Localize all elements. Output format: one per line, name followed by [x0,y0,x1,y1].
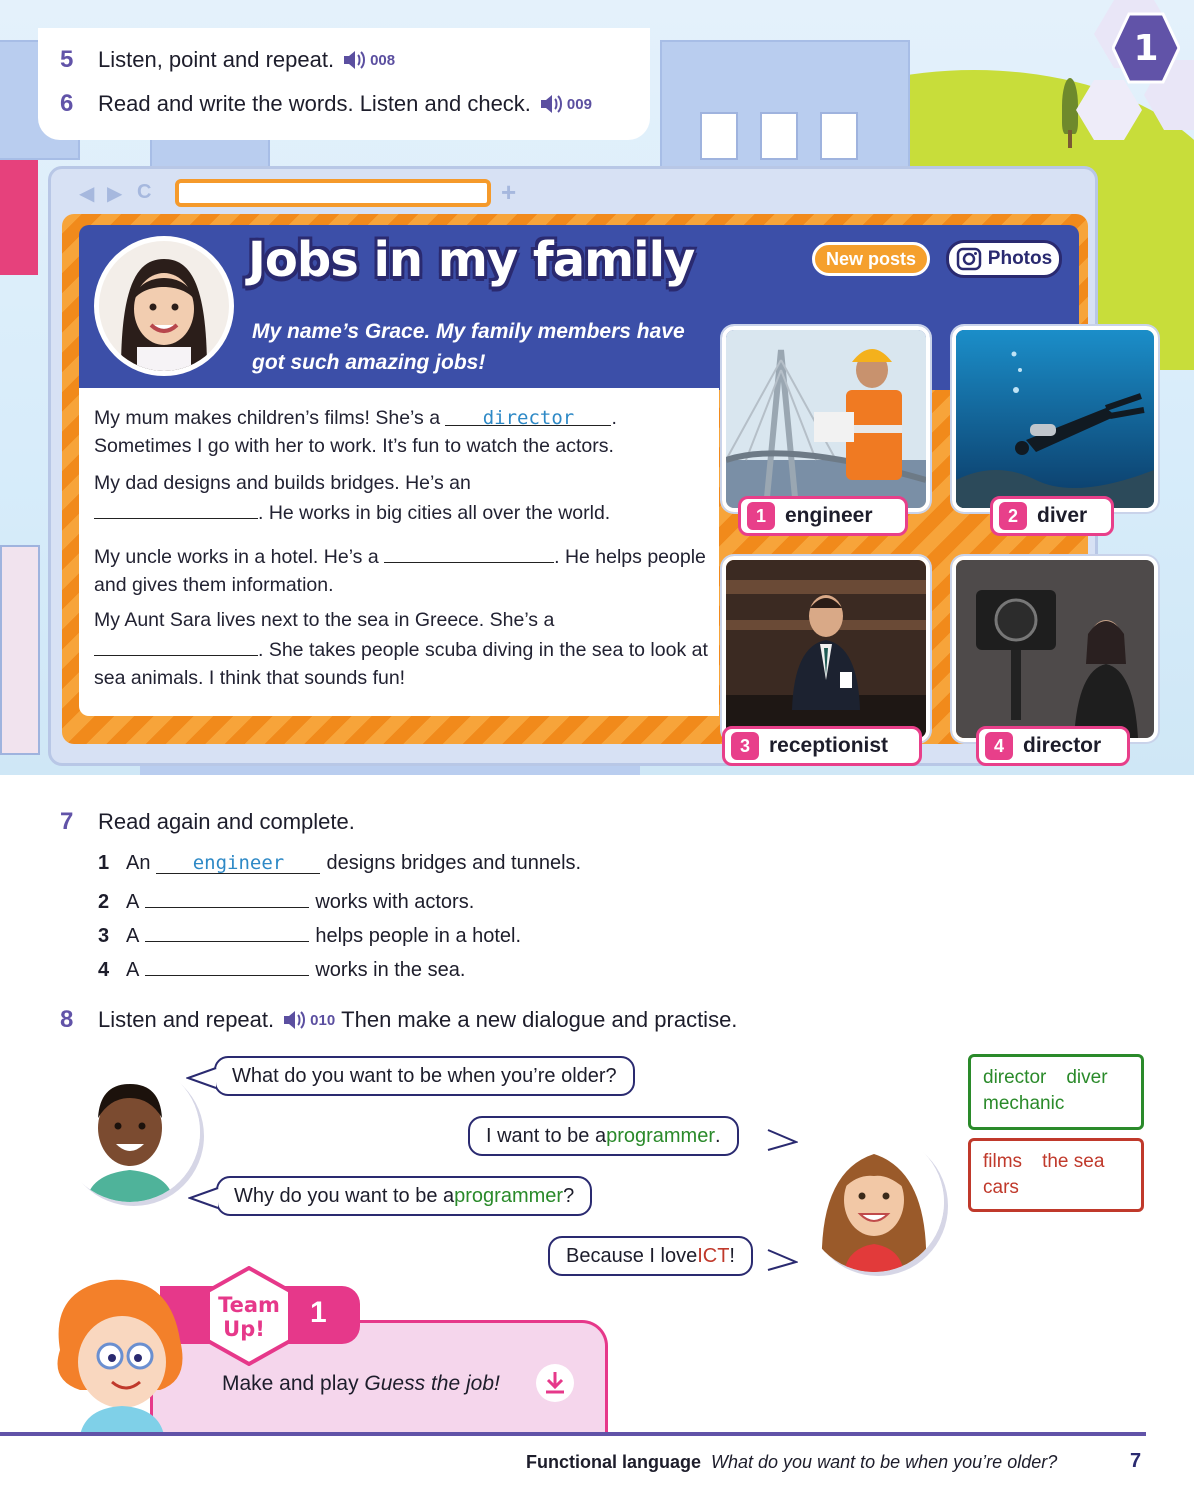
speaker-icon [539,93,565,115]
scuba-diver-image [956,330,1154,508]
photo-number: 1 [747,502,775,530]
answer-blank[interactable] [384,541,554,563]
exercise-number: 6 [60,90,74,117]
unit-badge-icon [1112,12,1180,84]
exercise-7-item-2 [98,886,474,914]
page-number: 7 [1130,1450,1142,1472]
instruction-text: Listen, point and repeat. [98,47,335,72]
bubble-tail-icon [766,1248,798,1272]
bubble-text: ! [729,1244,735,1267]
paragraph-text: My uncle works in a hotel. He’s a [94,546,385,568]
paragraph-text: . She takes people scuba diving in the sea to look at sea animals. I think that sounds fun! [94,639,708,689]
exercise-7-item-3 [98,920,521,948]
word-option: cars [983,1177,1019,1198]
bubble-text: ? [563,1184,575,1207]
bubble-tail-icon [186,1066,218,1090]
exercise-instruction: Then make a new dialogue and practise. [341,1007,738,1032]
exercise-7-item-1 [98,852,581,875]
photo-number: 2 [999,502,1027,530]
highlighted-word: programmer [606,1124,715,1147]
engineer-bridge-image [726,330,926,508]
reasons-word-box [968,1138,1144,1212]
item-number: 2 [98,891,110,913]
unit-number: 1 [1133,28,1159,69]
item-text: works with actors. [315,891,475,913]
blog-paragraph-2 [94,469,714,527]
item-number: 3 [98,925,110,947]
instructions-panel [38,28,650,140]
item-text: helps people in a hotel. [315,925,522,947]
photo-label-receptionist [722,726,922,766]
item-text: works in the sea. [315,959,466,981]
download-icon [543,1370,567,1396]
photos-label: Photos [987,248,1053,269]
highlighted-word: programmer [454,1184,564,1207]
footer-phrase: What do you want to be when you’re older? [711,1452,1058,1472]
svg-text:Up!: Up! [223,1317,265,1341]
word-option: mechanic [983,1093,1065,1114]
audio-number: 008 [370,51,396,69]
window [700,112,738,160]
footer-rule [0,1432,1146,1436]
engineer-photo [722,326,930,512]
camera-icon [956,247,982,271]
paragraph-text: . He works in big cities all over the world. [258,502,611,524]
bubble-text: Why do you want to be a [234,1184,455,1207]
paragraph-text: My Aunt Sara lives next to the sea in Greece. She’s a [94,609,555,631]
paragraph-text: My dad designs and builds bridges. He’s an [94,472,471,494]
film-director-image [956,560,1154,738]
answer-blank[interactable]: engineer [156,852,320,874]
address-bar[interactable] [175,179,491,207]
exercise-instruction: Listen and repeat. [98,1007,275,1032]
speech-bubble-3 [216,1176,592,1216]
exercise-8-title [60,1006,737,1034]
photo-label-engineer [738,496,908,536]
speech-bubble-1 [214,1056,635,1096]
activity-text: Make and play [222,1372,365,1395]
receptionist-image [726,560,926,738]
blog-paragraph-1 [94,404,714,460]
smiling-boy-icon [60,1062,200,1202]
photo-label-director [976,726,1130,766]
photo-word: engineer [785,504,873,527]
word-option: diver [1066,1067,1108,1088]
item-article: A [126,891,140,913]
answer-blank[interactable] [145,886,309,908]
bubble-text: What do you want to be when you’re older? [232,1064,617,1087]
exercise-7-title [60,808,355,836]
paragraph-text: . He helps people and gives them information. [94,546,706,596]
word-option: the sea [1042,1151,1105,1172]
item-number: 1 [98,852,110,874]
blog-subtitle: My name’s Grace. My family members have got such amazing jobs! [252,320,685,374]
refresh-icon[interactable]: C [137,181,152,203]
photo-label-diver [990,496,1114,536]
bubble-tail-icon [766,1128,798,1152]
answer-blank[interactable] [145,920,309,942]
forward-arrow-icon[interactable]: ▶ [107,183,123,205]
exercise-7-item-4 [98,954,465,982]
exercise-number: 7 [60,808,74,835]
browser-toolbar [51,169,1095,215]
item-article: A [126,925,140,947]
paragraph-text: . Sometimes I go with her to work. It’s fun to watch the actors. [94,407,617,457]
diver-photo [952,326,1158,512]
download-button[interactable] [536,1364,574,1402]
item-article: A [126,959,140,981]
team-up-activity [222,1372,500,1396]
paragraph-text: My mum makes children’s films! She’s a [94,407,446,429]
footer-caption [526,1452,1057,1473]
item-number: 4 [98,959,110,981]
new-tab-icon[interactable]: + [501,177,517,207]
grace-avatar [94,236,234,376]
exercise-number: 8 [60,1006,74,1033]
instruction-6 [60,90,592,118]
girl-portrait-icon [99,241,229,371]
bubble-text: Because I love [566,1244,698,1267]
item-article: An [126,852,151,874]
photos-button[interactable] [946,240,1062,278]
blog-paragraph-3 [94,541,714,599]
word-option: films [983,1151,1023,1172]
girl-avatar [804,1132,944,1272]
back-arrow-icon[interactable]: ◀ [79,183,95,205]
item-text: designs bridges and tunnels. [326,852,582,874]
highlighted-word: ICT [697,1244,730,1267]
svg-text:Team: Team [218,1293,280,1317]
jobs-word-box [968,1054,1144,1130]
team-up-badge-icon [206,1266,292,1366]
answer-blank[interactable] [94,634,258,656]
speaker-icon [282,1009,308,1031]
pink-building [0,160,38,275]
new-posts-button[interactable]: New posts [812,242,930,276]
house [0,545,40,755]
team-up-number: 1 [310,1296,327,1329]
audio-number: 009 [566,95,592,113]
blog-paragraph-4 [94,606,714,692]
photo-word: receptionist [769,734,889,757]
instruction-text: Read and write the words. Listen and check. [98,91,531,116]
answer-blank[interactable] [145,954,309,976]
photo-word: diver [1037,504,1088,527]
smiling-girl-icon [804,1132,944,1272]
speech-bubble-2 [468,1116,739,1156]
exercise-number: 5 [60,46,74,73]
photo-number: 3 [731,732,759,760]
exercise-instruction: Read again and complete. [98,809,355,834]
photo-number: 4 [985,732,1013,760]
redhead-kid-mascot-icon [40,1270,200,1435]
bubble-tail-icon [188,1186,220,1210]
window [760,112,798,160]
blog-title: Jobs in my family [248,232,695,288]
audio-track-008[interactable] [342,49,395,71]
speaker-icon [342,49,368,71]
window [820,112,858,160]
boy-avatar [60,1062,200,1202]
director-photo [952,556,1158,742]
instruction-5 [60,46,395,74]
answer-blank[interactable] [94,497,258,519]
receptionist-photo [722,556,930,742]
footer-label: Functional language [526,1452,702,1472]
photo-word: director [1023,734,1102,757]
speech-bubble-4 [548,1236,753,1276]
bubble-text: . [715,1124,721,1147]
audio-track-010[interactable] [282,1009,335,1031]
audio-number: 010 [310,1011,336,1029]
bubble-text: I want to be a [486,1124,607,1147]
audio-track-009[interactable] [539,93,592,115]
word-option: director [983,1067,1047,1088]
answer-blank[interactable]: director [445,404,611,426]
activity-game-name: Guess the job! [364,1372,500,1395]
